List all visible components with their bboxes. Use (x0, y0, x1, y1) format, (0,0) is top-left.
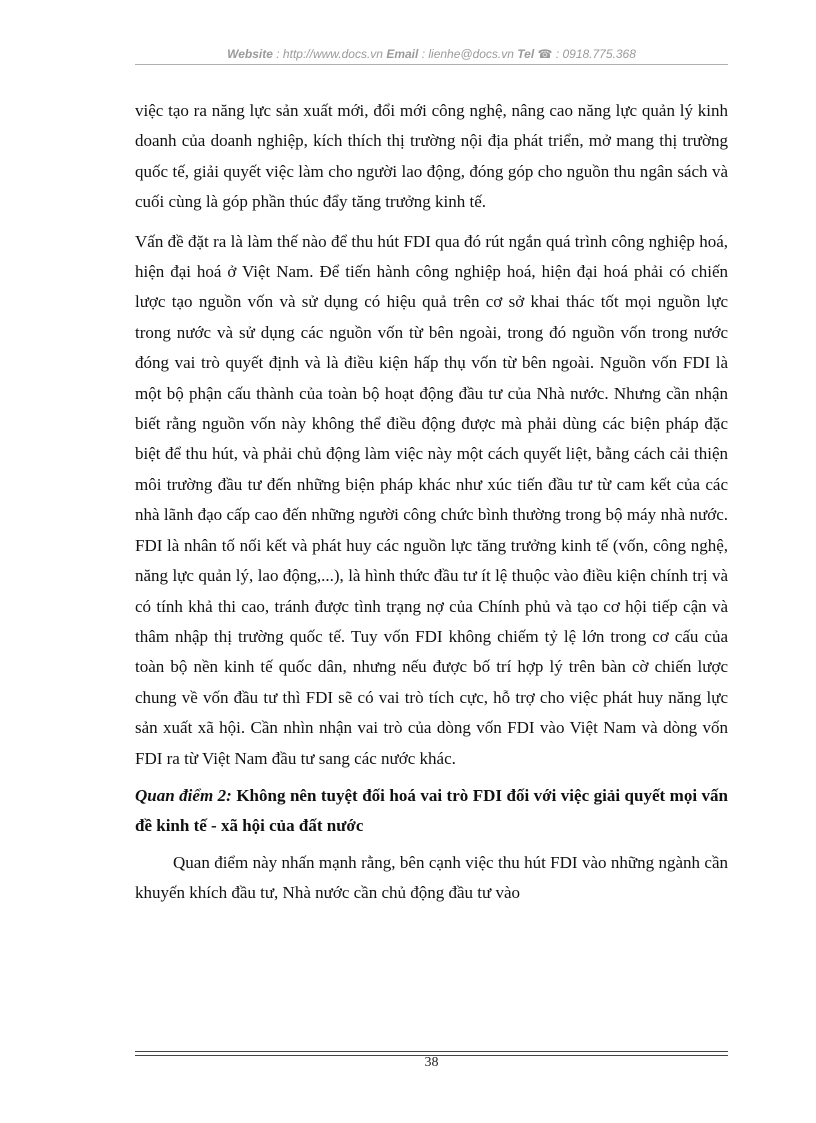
header-website-url[interactable]: : http://www.docs.vn (276, 47, 383, 61)
body-paragraph-4: Quan điểm này nhấn mạnh rằng, bên cạnh việc thu hút FDI vào những ngành cần khuyến khích đầu tư, Nhà nước cần chủ động đầu tư vào (135, 852, 728, 903)
body-paragraph-2: Vấn đề đặt ra là làm thế nào để thu hút FDI qua đó rút ngắn quá trình công nghiệp hoá, hiện đại hoá ở Việt Nam. Để tiến hành công nghiệp hoá, hiện đại hoá phải có chiến lược tạo nguồn vốn và sử dụng có hiệu quả trên cơ sở khai thác tốt mọi nguồn lực trong nước và sử dụng các nguồn vốn từ bên ngoài, trong đó nguồn vốn trong nước đóng vai trò quyết định và là điều kiện hấp thụ vốn từ bên ngoài. Nguồn vốn FDI là một bộ phận cấu thành của toàn bộ hoạt động đầu tư của Nhà nước. Nhưng cần nhận biết rằng nguồn vốn này không thể điều động được mà phải dùng các biện pháp đặc biệt để thu hút, và phải chủ động làm việc này một cách quyết liệt, bằng cách cải thiện môi trường đầu tư đến những biện pháp khác như xúc tiến đầu tư từ cam kết của các nhà lãnh đạo cấp cao đến những người công chức bình thường trong bộ máy nhà nước. FDI là nhân tố nối kết và phát huy các nguồn lực tăng trưởng kinh tế (vốn, công nghệ, năng lực quản lý, lao động,...), là hình thức đầu tư ít lệ thuộc vào điều kiện chính trị và có tính khả thi cao, tránh được tình trạng nợ của Chính phủ và tạo cơ hội tiếp cận và thâm nhập thị trường quốc tế. Tuy vốn FDI không chiếm tỷ lệ lớn trong cơ cấu của toàn bộ nền kinh tế quốc dân, nhưng nếu được bố trí hợp lý trên bàn cờ chiến lược chung về vốn đầu tư thì FDI sẽ có vai trò tích cực, hỗ trợ cho việc phát huy năng lực sản xuất xã hội. Cần nhìn nhận vai trò của dòng vốn FDI vào Việt Nam và dòng vốn FDI ra từ Việt Nam đầu tư sang các nước khác. (135, 231, 728, 768)
page-header (135, 47, 728, 61)
header-divider (135, 64, 728, 65)
viewpoint-label: Quan điểm 2: (135, 785, 232, 805)
viewpoint-text: Không nên tuyệt đối hoá vai trò FDI đối với việc giải quyết mọi vấn đề kinh tế - xã hội của đất nước (135, 785, 728, 836)
header-email-label: Email (386, 47, 419, 61)
header-website-label: Website (227, 47, 273, 61)
header-tel-label: Tel (517, 47, 535, 61)
body-paragraph-1: việc tạo ra năng lực sản xuất mới, đổi mới công nghệ, nâng cao năng lực quản lý kinh doanh của doanh nghiệp, kích thích thị trường nội địa phát triển, mở mang thị trường quốc tế, giải quyết việc làm cho người lao động, đóng góp cho nguồn thu ngân sách và cuối cùng là góp phần thúc đẩy tăng trưởng kinh tế. (135, 101, 728, 212)
document-body (135, 96, 728, 909)
viewpoint-heading (135, 781, 728, 842)
page-number: 38 (424, 1055, 439, 1070)
header-email-address[interactable]: : lienhe@docs.vn (421, 47, 514, 61)
header-tel-number: ☎ : 0918.775.368 (537, 47, 636, 61)
